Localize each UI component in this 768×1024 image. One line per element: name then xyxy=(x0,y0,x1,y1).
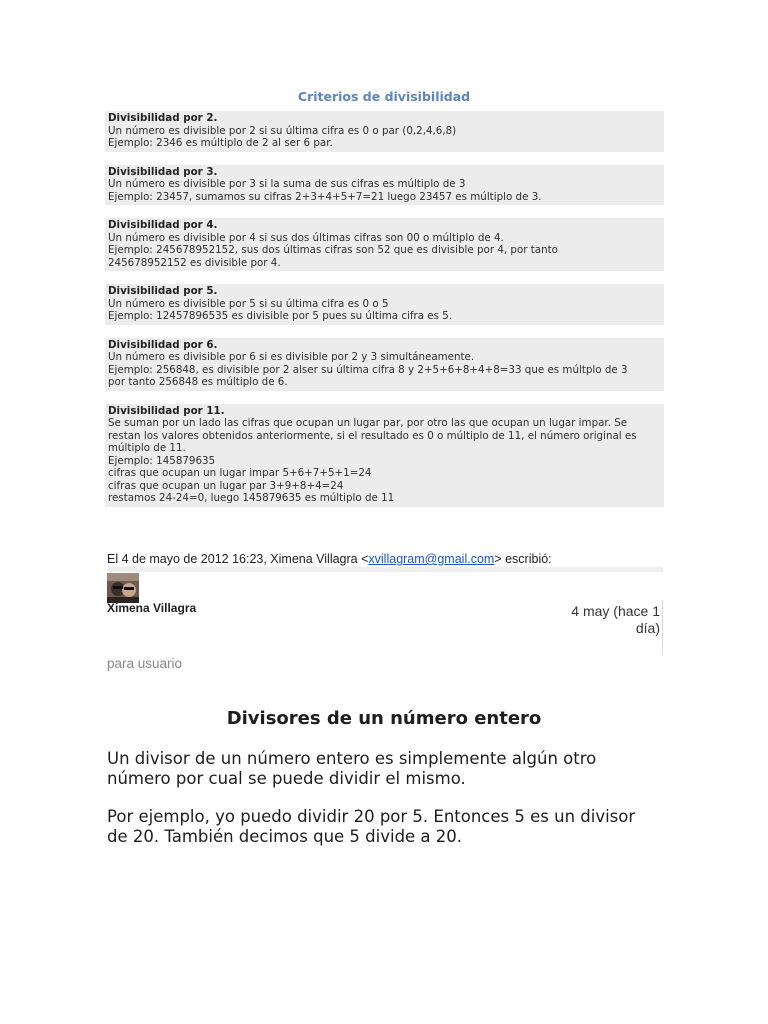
paragraph-line: de 20. También decimos que 5 divide a 20. xyxy=(107,827,463,846)
rule-text-line: Un número es divisible por 2 si su última cifra es 0 o par (0,2,4,6,8) xyxy=(108,124,457,137)
email-divider xyxy=(107,567,663,572)
rule-heading: Divisibilidad por 5. xyxy=(108,285,218,297)
rule-text-line: 245678952152 es divisible por 4. xyxy=(108,256,281,269)
rule-text-line: cifras que ocupan un lugar impar 5+6+7+5+1=24 xyxy=(108,467,372,479)
avatar-photo-icon xyxy=(107,573,139,603)
rule-text-line: por tanto 256848 es múltiplo de 6. xyxy=(108,376,288,388)
rule-text-line: Un número es divisible por 5 si su última cifra es 0 o 5 xyxy=(108,297,389,310)
paragraph-line: número por cual se puede dividir el mismo. xyxy=(107,769,466,788)
rule-heading: Divisibilidad por 4. xyxy=(108,219,218,231)
rule-block xyxy=(105,284,664,325)
email-header-prefix: El 4 de mayo de 2012 16:23, Ximena Villagra < xyxy=(107,552,369,566)
email-date-line: día) xyxy=(635,620,660,636)
section-title: Divisores de un número entero xyxy=(226,708,542,729)
rule-heading: Divisibilidad por 2. xyxy=(108,112,218,124)
email-address-link[interactable]: xvillagram@gmail.com xyxy=(368,552,495,566)
paragraph-line: Por ejemplo, yo puedo dividir 20 por 5. Entonces 5 es un divisor xyxy=(107,807,636,826)
rule-text-line: cifras que ocupan un lugar par 3+9+8+4=24 xyxy=(108,479,344,492)
rule-text-line: restamos 24-24=0, luego 145879635 es múltiplo de 11 xyxy=(108,492,395,504)
rule-text-line: Un número es divisible por 3 si la suma de sus cifras es múltiplo de 3 xyxy=(108,178,466,190)
paragraph-divisor-example xyxy=(107,807,667,847)
sender-name: Ximena Villagra xyxy=(107,601,197,615)
recipient-line[interactable]: para usuario xyxy=(107,656,183,671)
date-divider xyxy=(662,600,663,655)
page-title: Criterios de divisibilidad xyxy=(297,89,471,104)
rule-text-line: Ejemplo: 2346 es múltiplo de 2 al ser 6 par. xyxy=(108,137,333,149)
rule-text-line: Ejemplo: 23457, sumamos su cifras 2+3+4+5+7=21 luego 23457 es múltiplo de 3. xyxy=(108,190,542,203)
email-header-suffix: > escribió: xyxy=(494,552,552,566)
rule-heading: Divisibilidad por 11. xyxy=(108,404,225,417)
rule-heading: Divisibilidad por 6. xyxy=(108,338,218,351)
rule-heading: Divisibilidad por 3. xyxy=(108,165,218,178)
rule-text-line: Ejemplo: 256848, es divisible por 2 alser su última cifra 8 y 2+5+6+8+4+8=33 que es múltplo de 3 xyxy=(108,363,628,376)
rule-text-line: múltiplo de 11. xyxy=(108,442,186,454)
email-date xyxy=(530,603,660,637)
email-header-line xyxy=(107,552,552,566)
rule-text-line: Ejemplo: 245678952152, sus dos últimas cifras son 52 que es divisible por 4, por tanto xyxy=(108,244,558,256)
email-date-line: 4 may (hace 1 xyxy=(571,603,660,619)
rule-block xyxy=(105,404,664,507)
rule-block xyxy=(105,165,664,206)
rule-block xyxy=(105,111,664,152)
rule-text-line: Un número es divisible por 4 si sus dos últimas cifras son 00 o múltiplo de 4. xyxy=(108,231,504,244)
paragraph-line: Un divisor de un número entero es simplemente algún otro xyxy=(107,749,597,768)
rule-block xyxy=(105,218,664,271)
rule-text-line: Se suman por un lado las cifras que ocupan un lugar par, por otro las que ocupan un lugar impar. Se xyxy=(108,417,628,429)
paragraph-divisor-definition xyxy=(107,749,667,789)
avatar[interactable] xyxy=(107,573,139,603)
rule-text-line: Un número es divisible por 6 si es divisible por 2 y 3 simultáneamente. xyxy=(108,351,475,363)
rule-text-line: restan los valores obtenidos anteriormente, si el resultado es 0 o múltiplo de 11, el número original es xyxy=(108,429,637,442)
divisibility-rules-list xyxy=(105,111,664,520)
rule-block xyxy=(105,338,664,391)
rule-text-line: Ejemplo: 145879635 xyxy=(108,454,216,467)
rule-text-line: Ejemplo: 12457896535 es divisible por 5 pues su última cifra es 5. xyxy=(108,310,453,322)
